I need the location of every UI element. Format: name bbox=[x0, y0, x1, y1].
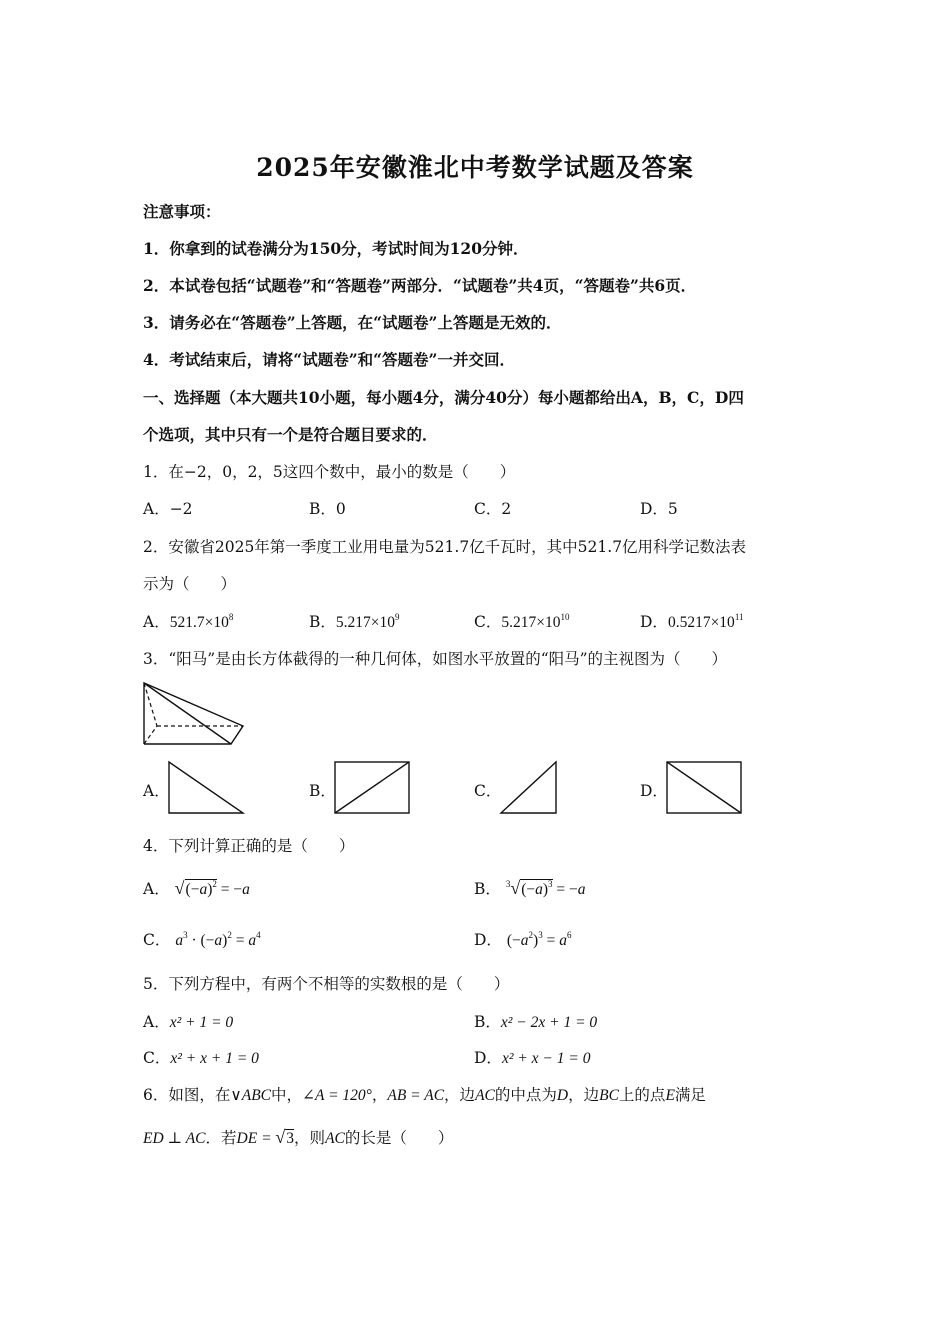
section-heading-line2: 个选项，其中只有一个是符合题目要求的． bbox=[143, 425, 438, 444]
q6-stem-line1: 6．如图，在∨ABC中，∠A = 120°，AB = AC，边AC的中点为D，边BC上的点E满足 bbox=[143, 1086, 706, 1104]
q4-option-c: C． $a^3 \cdot (-a)^2 = a^4$ bbox=[143, 930, 261, 949]
notice-item-1: 1．你拿到的试卷满分为150分，考试时间为120分钟． bbox=[143, 239, 529, 258]
q1-option-a: A．−2 bbox=[143, 500, 193, 518]
q2-option-d: D．$0.5217\times 10^{11}$ bbox=[640, 612, 744, 631]
q3-option-d-label: D． bbox=[640, 782, 668, 800]
q3-option-b-label: B． bbox=[309, 782, 336, 800]
q2-option-a: A．$521.7\times 10^8$ bbox=[143, 612, 234, 631]
q1-option-c: C．2 bbox=[474, 500, 512, 518]
q1-option-b: B．0 bbox=[309, 500, 346, 518]
q4-option-b: B． $^3√(-a)^3 = -a$ bbox=[474, 878, 586, 898]
q5-option-a: A．x² + 1 = 0 bbox=[143, 1013, 234, 1031]
yangma-solid-figure bbox=[143, 682, 245, 746]
q3-option-a-label: A． bbox=[143, 782, 170, 800]
section-heading-line1: 一、选择题（本大题共10小题，每小题4分，满分40分）每小题都给出A，B，C，D四 bbox=[143, 388, 744, 407]
q1-option-d: D．5 bbox=[640, 500, 678, 518]
q4-stem: 4．下列计算正确的是（ ） bbox=[143, 837, 355, 855]
q3-stem: 3．“阳马”是由长方体截得的一种几何体，如图水平放置的“阳马”的主视图为（ ） bbox=[143, 650, 728, 668]
q3-option-a-figure bbox=[168, 761, 244, 814]
q2-option-b: B．$5.217\times 10^9$ bbox=[309, 612, 400, 631]
notice-item-3: 3．请务必在“答题卷”上答题，在“试题卷”上答题是无效的． bbox=[143, 313, 562, 332]
q1-stem: 1．在−2，0，2，5这四个数中，最小的数是（ ） bbox=[143, 463, 516, 481]
q5-stem: 5．下列方程中，有两个不相等的实数根的是（ ） bbox=[143, 975, 510, 993]
q4-option-d: D． $(-a^2)^3 = a^6$ bbox=[474, 930, 572, 949]
q6-stem-line2: ED ⊥ AC．若DE = √3，则AC的长是（ ） bbox=[143, 1127, 454, 1147]
q2-stem-line2: 示为（ ） bbox=[143, 575, 237, 593]
q3-option-c-label: C． bbox=[474, 782, 502, 800]
q3-option-b-figure bbox=[334, 761, 410, 814]
q2-option-c: C．$5.217\times 10^{10}$ bbox=[474, 612, 570, 631]
notice-heading: 注意事项： bbox=[143, 202, 221, 221]
q4-option-a: A． $√(-a)^2 = -a$ bbox=[143, 878, 250, 898]
q3-option-d-figure bbox=[666, 761, 742, 814]
q5-option-d: D．x² + x − 1 = 0 bbox=[474, 1049, 591, 1067]
page-title: 2025年安徽淮北中考数学试题及答案 bbox=[256, 153, 694, 182]
q3-option-c-figure bbox=[500, 761, 557, 814]
notice-item-4: 4．考试结束后，请将“试题卷”和“答题卷”一并交回． bbox=[143, 350, 515, 369]
q5-option-b: B．x² − 2x + 1 = 0 bbox=[474, 1013, 598, 1031]
notice-item-2: 2．本试卷包括“试题卷”和“答题卷”两部分．“试题卷”共4页，“答题卷”共6页． bbox=[143, 276, 697, 295]
q5-option-c: C．x² + x + 1 = 0 bbox=[143, 1049, 259, 1067]
q2-stem-line1: 2．安徽省2025年第一季度工业用电量为521.7亿千瓦时，其中521.7亿用科学记数法表 bbox=[143, 538, 747, 556]
